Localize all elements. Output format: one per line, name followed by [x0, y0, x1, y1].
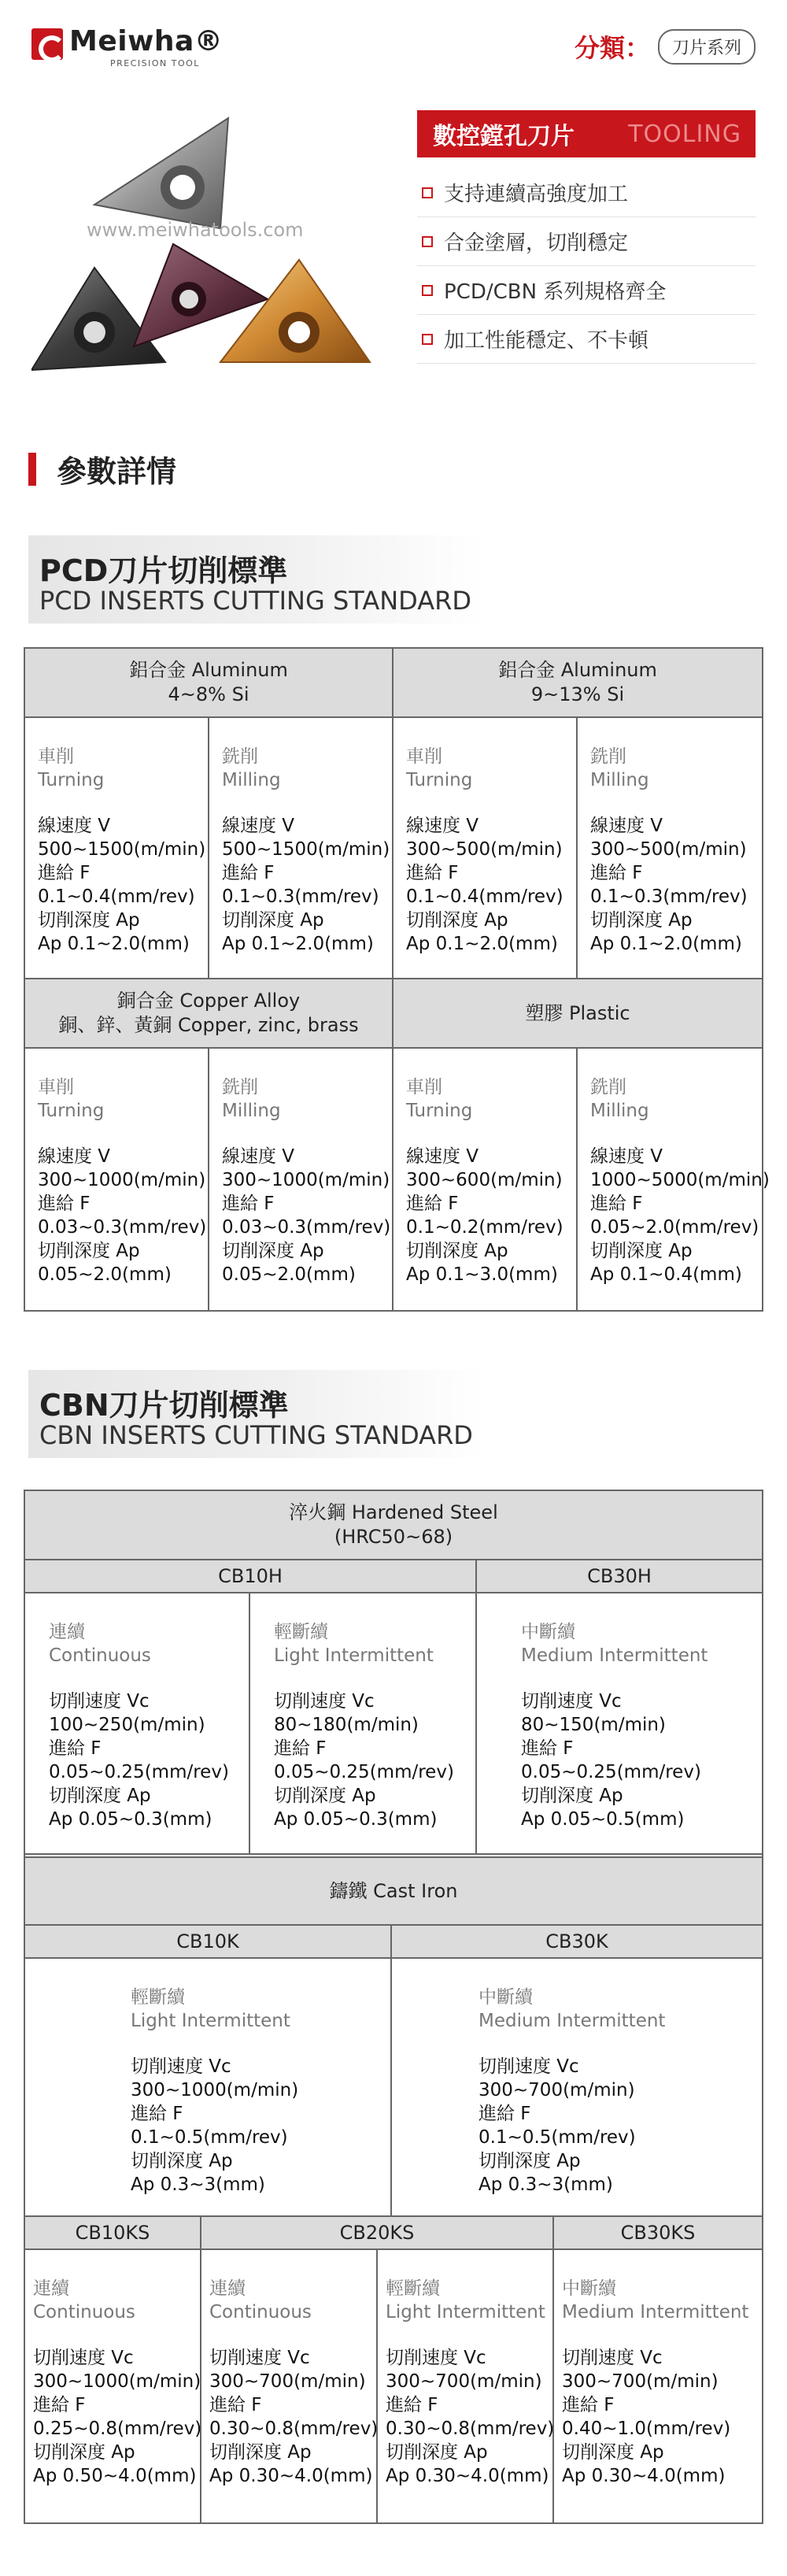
feed-label: 進給 F	[209, 2395, 262, 2415]
feed-label: 進給 F	[590, 1194, 643, 1214]
operation-en: Milling	[590, 1101, 649, 1121]
speed-value: 500~1500(m/min)	[222, 839, 390, 860]
pcd-standard-heading	[28, 535, 485, 624]
table-row	[25, 1049, 770, 1310]
param-cell	[25, 1959, 392, 2215]
feed-value: 0.1~0.4(mm/rev)	[406, 886, 563, 907]
grade-header: CB30H	[477, 1560, 762, 1592]
logo-mark-icon	[31, 28, 63, 60]
operation-cn: 輕斷續	[274, 1622, 328, 1642]
speed-value: 300~700(m/min)	[209, 2371, 366, 2392]
feature-item	[417, 315, 756, 364]
material-spec: 4~8% Si	[168, 683, 249, 705]
param-cell	[394, 1049, 578, 1310]
depth-value: Ap 0.3~3(mm)	[478, 2174, 613, 2195]
feed-label: 進給 F	[38, 1194, 91, 1214]
material-header	[394, 979, 762, 1047]
operation-cn: 車削	[38, 746, 74, 767]
depth-label: 切削深度 Ap	[478, 2151, 581, 2171]
speed-value: 500~1500(m/min)	[38, 839, 206, 860]
feed-label: 進給 F	[478, 2104, 531, 2124]
speed-label: 切削速度 Vc	[478, 2056, 579, 2077]
feed-label: 進給 F	[38, 863, 91, 883]
operation-en: Light Intermittent	[386, 2302, 545, 2322]
feed-value: 0.03~0.3(mm/rev)	[38, 1217, 207, 1238]
feed-label: 進給 F	[222, 1194, 275, 1214]
param-cell	[378, 2250, 554, 2522]
speed-value: 300~500(m/min)	[406, 839, 563, 860]
speed-label: 線速度 V	[590, 1146, 663, 1167]
depth-value: Ap 0.1~3.0(mm)	[406, 1264, 558, 1285]
operation-en: Medium Intermittent	[521, 1645, 708, 1666]
speed-label: 線速度 V	[38, 816, 111, 836]
speed-value: 300~1000(m/min)	[222, 1170, 390, 1190]
feed-value: 0.30~0.8(mm/rev)	[209, 2419, 379, 2439]
material-name: 鋁合金 Aluminum	[498, 659, 657, 681]
depth-label: 切削深度 Ap	[38, 1241, 140, 1261]
operation-en: Milling	[222, 770, 281, 790]
depth-value: 0.05~2.0(mm)	[222, 1264, 356, 1285]
material-name: 鑄鐵 Cast Iron	[329, 1879, 458, 1902]
operation-cn: 輕斷續	[386, 2278, 440, 2299]
table-row	[25, 1593, 762, 1855]
speed-label: 線速度 V	[222, 1146, 295, 1167]
watermark: www.meiwhatools.com	[87, 219, 304, 241]
feed-label: 進給 F	[274, 1738, 327, 1759]
material-spec: 9~13% Si	[530, 683, 625, 705]
operation-cn: 車削	[38, 1077, 74, 1097]
operation-en: Turning	[38, 770, 105, 790]
param-cell	[578, 718, 762, 978]
depth-value: Ap 0.30~4.0(mm)	[386, 2466, 549, 2486]
section-accent-bar	[28, 453, 36, 486]
section-header	[28, 447, 176, 490]
logo-subtitle: PRECISION TOOL	[110, 58, 200, 68]
operation-en: Turning	[406, 1101, 473, 1121]
depth-value: Ap 0.50~4.0(mm)	[33, 2466, 197, 2486]
speed-value: 300~600(m/min)	[406, 1170, 563, 1190]
param-cell	[201, 2250, 378, 2522]
feature-item	[417, 266, 756, 315]
speed-value: 100~250(m/min)	[49, 1715, 205, 1735]
speed-value: 80~150(m/min)	[521, 1715, 666, 1735]
depth-value: Ap 0.30~4.0(mm)	[209, 2466, 373, 2486]
speed-value: 80~180(m/min)	[274, 1715, 419, 1735]
grade-header: CB30KS	[554, 2217, 762, 2248]
param-cell	[392, 1959, 762, 2215]
depth-value: Ap 0.3~3(mm)	[131, 2174, 265, 2195]
feature-text: 加工性能穩定、不卡頓	[444, 329, 649, 353]
depth-value: Ap 0.1~2.0(mm)	[590, 934, 742, 954]
operation-en: Medium Intermittent	[478, 2011, 666, 2031]
material-name: 銅合金 Copper Alloy	[116, 990, 301, 1012]
depth-label: 切削深度 Ap	[590, 910, 693, 931]
speed-value: 300~1000(m/min)	[131, 2080, 299, 2100]
speed-label: 線速度 V	[590, 816, 663, 836]
feed-value: 0.30~0.8(mm/rev)	[386, 2419, 555, 2439]
param-cell	[209, 1049, 394, 1310]
operation-en: Light Intermittent	[274, 1645, 434, 1666]
param-cell	[25, 2250, 201, 2522]
material-header	[25, 649, 394, 716]
depth-value: Ap 0.1~2.0(mm)	[222, 934, 374, 954]
param-cell	[477, 1593, 762, 1853]
speed-label: 切削速度 Vc	[386, 2348, 486, 2368]
depth-value: Ap 0.1~0.4(mm)	[590, 1264, 742, 1285]
operation-cn: 車削	[406, 746, 442, 767]
depth-value: Ap 0.1~2.0(mm)	[406, 934, 558, 954]
feed-value: 0.25~0.8(mm/rev)	[33, 2419, 202, 2439]
speed-label: 線速度 V	[222, 816, 295, 836]
operation-cn: 輕斷續	[131, 1987, 185, 2008]
cbn-title-cn: CBN刀片切削標準	[39, 1388, 289, 1423]
operation-en: Light Intermittent	[131, 2011, 290, 2031]
depth-value: Ap 0.05~0.3(mm)	[274, 1809, 438, 1830]
speed-label: 切削速度 Vc	[209, 2348, 310, 2368]
insert-gold-icon	[220, 260, 370, 362]
param-cell	[25, 1593, 250, 1853]
speed-label: 切削速度 Vc	[562, 2348, 663, 2368]
feed-label: 進給 F	[562, 2395, 615, 2415]
cbn-standard-heading	[28, 1370, 485, 1458]
speed-label: 線速度 V	[38, 1146, 111, 1167]
material-name: 淬火鋼 Hardened Steel	[289, 1501, 498, 1523]
table-header-row	[25, 1491, 762, 1560]
operation-cn: 銑削	[222, 746, 258, 767]
feed-value: 0.05~2.0(mm/rev)	[590, 1217, 759, 1238]
table-row	[25, 718, 762, 979]
material-header	[25, 1491, 762, 1559]
depth-label: 切削深度 Ap	[33, 2442, 135, 2463]
square-bullet-icon	[422, 236, 433, 247]
speed-value: 300~1000(m/min)	[38, 1170, 206, 1190]
feature-item	[417, 217, 756, 266]
logo-name: Meiwha®	[69, 25, 224, 57]
operation-cn: 中斷續	[562, 2278, 616, 2299]
cbn-title-en: CBN INSERTS CUTTING STANDARD	[39, 1420, 473, 1450]
promo-banner	[417, 110, 756, 157]
feature-item	[417, 168, 756, 217]
material-header	[394, 649, 762, 716]
param-cell	[250, 1593, 477, 1853]
feed-label: 進給 F	[131, 2104, 183, 2124]
section-title: 參數詳情	[57, 454, 177, 489]
feed-value: 0.1~0.2(mm/rev)	[406, 1217, 563, 1238]
operation-en: Milling	[590, 770, 649, 790]
grade-header: CB10K	[25, 1926, 392, 1957]
material-header	[25, 979, 394, 1047]
operation-cn: 中斷續	[478, 1987, 533, 2008]
insert-silver-icon	[94, 118, 228, 228]
table-header-row	[25, 979, 762, 1049]
feature-text: 支持連續高強度加工	[444, 183, 629, 206]
feed-value: 0.05~0.25(mm/rev)	[274, 1762, 454, 1782]
feed-value: 0.1~0.3(mm/rev)	[222, 886, 379, 907]
speed-value: 300~1000(m/min)	[33, 2371, 201, 2392]
depth-label: 切削深度 Ap	[406, 1241, 508, 1261]
feed-value: 0.1~0.4(mm/rev)	[38, 886, 195, 907]
feed-label: 進給 F	[590, 863, 643, 883]
speed-value: 300~500(m/min)	[590, 839, 747, 860]
material-spec: (HRC50~68)	[334, 1526, 453, 1548]
operation-en: Continuous	[33, 2302, 135, 2322]
speed-value: 300~700(m/min)	[562, 2371, 719, 2392]
depth-label: 切削深度 Ap	[562, 2442, 664, 2463]
table-header-row	[25, 1858, 762, 1926]
operation-cn: 連續	[209, 2278, 246, 2299]
promo-title: 數控鏜孔刀片	[433, 123, 575, 150]
square-bullet-icon	[422, 285, 433, 296]
product-image	[31, 110, 378, 378]
feature-text: 合金塗層，切削穩定	[444, 231, 629, 255]
feed-label: 進給 F	[521, 1738, 574, 1759]
speed-label: 線速度 V	[406, 816, 479, 836]
speed-label: 切削速度 Vc	[521, 1691, 622, 1712]
depth-label: 切削深度 Ap	[222, 910, 324, 931]
operation-en: Medium Intermittent	[562, 2302, 749, 2322]
square-bullet-icon	[422, 187, 433, 198]
param-cell	[394, 718, 578, 978]
material-name: 鋁合金 Aluminum	[129, 659, 288, 681]
category-label: 分類：	[574, 33, 650, 63]
category-badge[interactable]: 刀片系列	[658, 29, 756, 65]
material-name: 塑膠 Plastic	[525, 1001, 630, 1024]
depth-value: Ap 0.30~4.0(mm)	[562, 2466, 726, 2486]
depth-value: Ap 0.05~0.5(mm)	[521, 1809, 685, 1830]
operation-cn: 連續	[33, 2278, 69, 2299]
brand-logo	[31, 24, 224, 68]
pcd-table	[24, 647, 770, 1312]
param-cell	[578, 1049, 770, 1310]
promo-tag: TOOLING	[628, 120, 741, 148]
square-bullet-icon	[422, 334, 433, 345]
grade-header: CB10H	[25, 1560, 477, 1592]
speed-label: 切削速度 Vc	[131, 2056, 231, 2077]
depth-label: 切削深度 Ap	[406, 910, 508, 931]
table-row	[25, 1959, 762, 2217]
depth-value: 0.05~2.0(mm)	[38, 1264, 172, 1285]
depth-label: 切削深度 Ap	[521, 1786, 623, 1806]
operation-cn: 銑削	[590, 1077, 626, 1097]
material-spec: 銅、鋅、黃銅 Copper, zinc, brass	[58, 1014, 359, 1036]
grade-header: CB20KS	[201, 2217, 554, 2248]
speed-value: 1000~5000(m/min)	[590, 1170, 770, 1190]
depth-value: Ap 0.05~0.3(mm)	[49, 1809, 212, 1830]
cbn-table	[24, 1490, 763, 2524]
operation-en: Milling	[222, 1101, 281, 1121]
table-row	[25, 2250, 762, 2522]
speed-value: 300~700(m/min)	[478, 2080, 635, 2100]
depth-label: 切削深度 Ap	[209, 2442, 312, 2463]
depth-label: 切削深度 Ap	[222, 1241, 324, 1261]
pcd-title-en: PCD INSERTS CUTTING STANDARD	[39, 586, 471, 616]
operation-cn: 銑削	[222, 1077, 258, 1097]
feed-value: 0.05~0.25(mm/rev)	[521, 1762, 701, 1782]
grade-row	[25, 2217, 762, 2250]
depth-label: 切削深度 Ap	[386, 2442, 488, 2463]
depth-label: 切削深度 Ap	[49, 1786, 151, 1806]
speed-label: 切削速度 Vc	[49, 1691, 150, 1712]
depth-label: 切削深度 Ap	[590, 1241, 693, 1261]
feature-list	[417, 168, 756, 364]
feed-value: 0.1~0.5(mm/rev)	[131, 2127, 288, 2148]
param-cell	[25, 718, 209, 978]
feature-text: PCD/CBN 系列規格齊全	[444, 280, 667, 304]
param-cell	[554, 2250, 762, 2522]
operation-cn: 中斷續	[521, 1622, 575, 1642]
depth-value: Ap 0.1~2.0(mm)	[38, 934, 190, 954]
operation-cn: 車削	[406, 1077, 442, 1097]
speed-label: 線速度 V	[406, 1146, 479, 1167]
speed-label: 切削速度 Vc	[274, 1691, 375, 1712]
param-cell	[209, 718, 394, 978]
grade-header: CB10KS	[25, 2217, 201, 2248]
depth-label: 切削深度 Ap	[274, 1786, 376, 1806]
speed-label: 切削速度 Vc	[33, 2348, 134, 2368]
feed-label: 進給 F	[406, 1194, 459, 1214]
depth-label: 切削深度 Ap	[38, 910, 140, 931]
table-header-row	[25, 649, 762, 718]
grade-header: CB30K	[392, 1926, 762, 1957]
operation-en: Turning	[38, 1101, 105, 1121]
feed-value: 0.05~0.25(mm/rev)	[49, 1762, 229, 1782]
grade-row	[25, 1560, 762, 1593]
param-cell	[25, 1049, 209, 1310]
depth-label: 切削深度 Ap	[131, 2151, 233, 2171]
operation-cn: 銑削	[590, 746, 626, 767]
speed-value: 300~700(m/min)	[386, 2371, 542, 2392]
feed-label: 進給 F	[222, 863, 275, 883]
feed-value: 0.1~0.3(mm/rev)	[590, 886, 748, 907]
operation-cn: 連續	[49, 1622, 85, 1642]
feed-value: 0.03~0.3(mm/rev)	[222, 1217, 391, 1238]
operation-en: Continuous	[209, 2302, 312, 2322]
feed-label: 進給 F	[406, 863, 459, 883]
grade-row	[25, 1926, 762, 1959]
feed-label: 進給 F	[49, 1738, 102, 1759]
operation-en: Turning	[406, 770, 473, 790]
material-header	[25, 1858, 762, 1924]
pcd-title-cn: PCD刀片切削標準	[39, 553, 288, 588]
operation-en: Continuous	[49, 1645, 151, 1666]
feed-value: 0.40~1.0(mm/rev)	[562, 2419, 731, 2439]
feed-label: 進給 F	[33, 2395, 86, 2415]
feed-label: 進給 F	[386, 2395, 438, 2415]
category-indicator	[575, 28, 756, 65]
feed-value: 0.1~0.5(mm/rev)	[478, 2127, 636, 2148]
